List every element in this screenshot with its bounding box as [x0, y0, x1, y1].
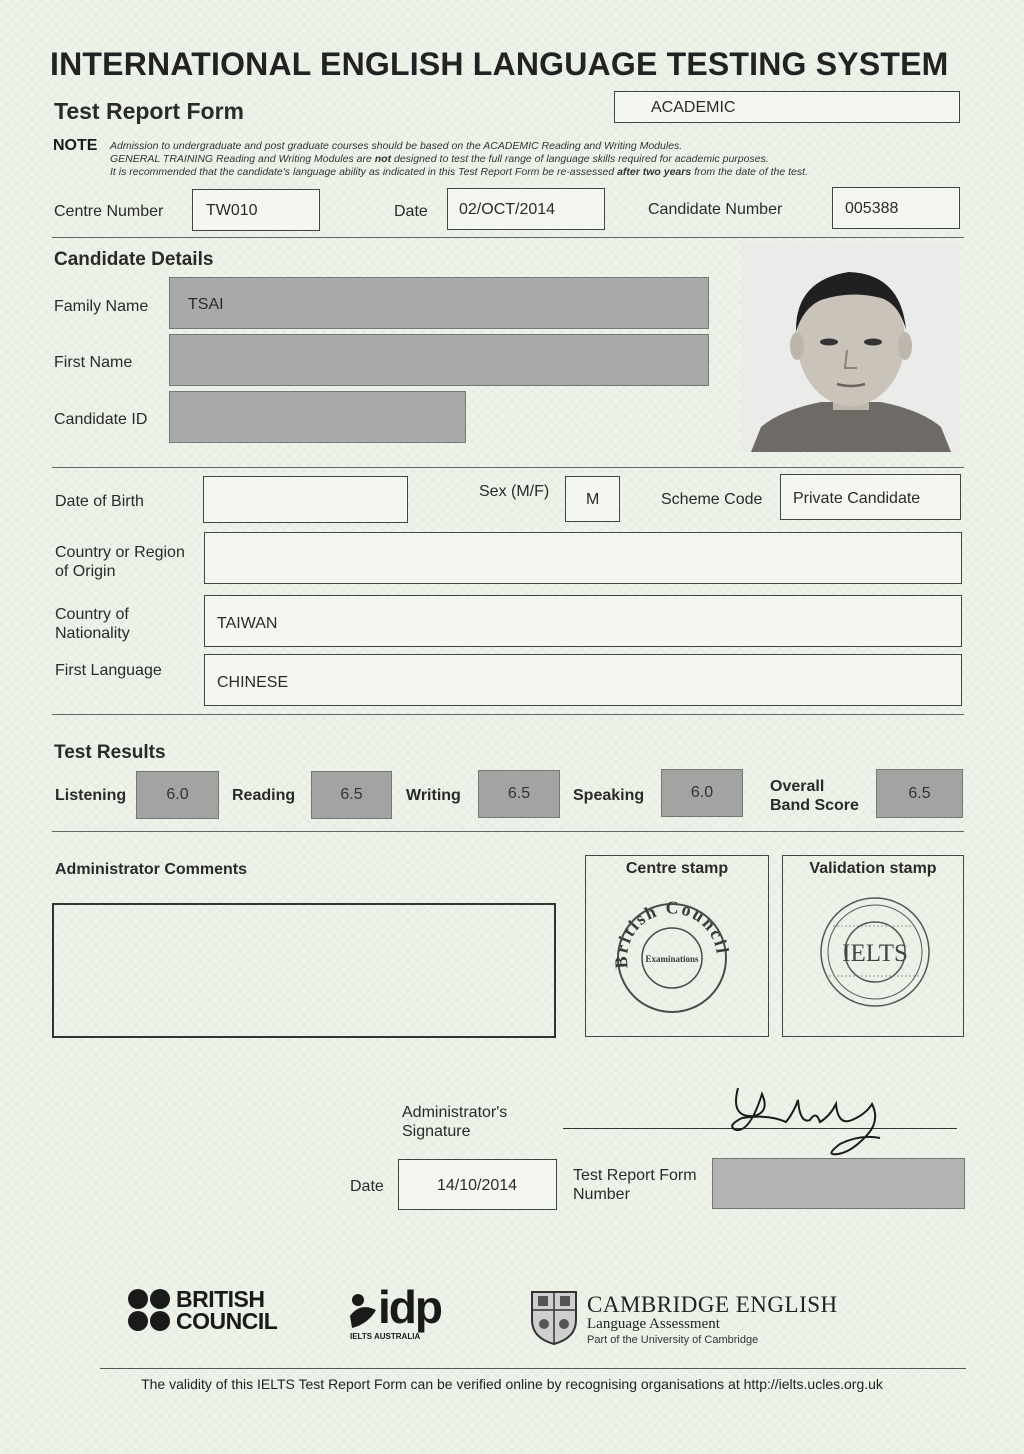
test-date-label: Date	[394, 203, 428, 220]
centre-number-value: TW010	[206, 202, 258, 219]
candidate-photo	[741, 242, 960, 452]
listening-label: Listening	[55, 787, 127, 804]
divider	[52, 831, 964, 832]
sex-box	[565, 476, 620, 522]
candidate-number-label: Candidate Number	[648, 201, 783, 218]
reading-score: 6.5	[311, 771, 392, 819]
first-name-field-redacted	[169, 334, 709, 386]
idp-logo-sub: IELTS AUSTRALIA	[350, 1332, 421, 1341]
idp-logo	[346, 1281, 461, 1346]
idp-mark-icon	[346, 1290, 382, 1334]
stamp-inner-text: Examinations	[645, 954, 699, 964]
speaking-score: 6.0	[661, 769, 743, 817]
bc-logo-line1: BRITISH	[176, 1286, 265, 1312]
country-origin-box	[204, 532, 962, 584]
bc-logo-line2: COUNCIL	[176, 1308, 278, 1334]
admin-date-box	[398, 1159, 557, 1210]
country-origin-label: Country or Region of Origin	[55, 544, 185, 580]
listening-score: 6.0	[136, 771, 219, 819]
family-name-value: TSAI	[188, 296, 224, 313]
note-line-2: GENERAL TRAINING Reading and Writing Modules are not designed to test the full range of language skills required for academic purposes.	[110, 153, 769, 165]
writing-label: Writing	[406, 787, 461, 804]
first-name-label: First Name	[54, 354, 133, 371]
centre-stamp-box	[585, 855, 769, 1037]
centre-number-label: Centre Number	[54, 203, 164, 220]
scheme-code-box	[780, 474, 961, 520]
candidate-number-box	[832, 187, 960, 229]
family-name-label: Family Name	[54, 298, 149, 315]
candidate-portrait-image	[741, 242, 960, 452]
candidate-id-field-redacted	[169, 391, 466, 443]
trf-number-label: Test Report Form Number	[573, 1167, 697, 1203]
admin-date-value: 14/10/2014	[437, 1177, 518, 1194]
first-language-label: First Language	[55, 662, 162, 679]
overall-band-score: 6.5	[876, 769, 963, 818]
first-language-value: CHINESE	[217, 674, 289, 691]
note-line-3: It is recommended that the candidate's language ability as indicated in this Test Report Form be re-assessed after two years from the date of the test.	[110, 166, 808, 178]
sex-value: M	[586, 491, 600, 508]
cambridge-sub: Language Assessment	[587, 1316, 720, 1332]
validation-stamp-label: Validation stamp	[809, 860, 937, 877]
candidate-details-heading: Candidate Details	[54, 249, 214, 270]
date-of-birth-label: Date of Birth	[55, 493, 144, 510]
note-text	[110, 140, 970, 179]
british-council-logo	[128, 1286, 278, 1334]
test-results-heading: Test Results	[54, 742, 166, 763]
first-language-box	[204, 654, 962, 706]
administrator-signature	[720, 1074, 890, 1164]
stamp-ring-text: British Council	[610, 897, 733, 970]
cambridge-english-logo	[530, 1290, 870, 1350]
candidate-number-value: 005388	[845, 200, 899, 217]
module-value: ACADEMIC	[651, 99, 736, 116]
note-label: NOTE	[53, 137, 98, 154]
admin-signature-label: Administrator's Signature	[402, 1104, 508, 1140]
cambridge-shield-icon	[530, 1290, 578, 1346]
validity-note: The validity of this IELTS Test Report Form can be verified online by recognising organisations at http://ielts.ucles.org.uk	[141, 1376, 883, 1392]
speaking-label: Speaking	[573, 787, 645, 804]
candidate-id-label: Candidate ID	[54, 411, 148, 428]
date-of-birth-box	[203, 476, 408, 523]
divider	[52, 467, 964, 468]
divider	[52, 714, 964, 715]
ielts-stamp-text: IELTS	[842, 940, 908, 967]
scheme-code-label: Scheme Code	[661, 491, 763, 508]
admin-date-label: Date	[350, 1178, 384, 1195]
overall-band-label: Overall Band Score	[770, 778, 859, 814]
idp-logo-text: idp	[378, 1281, 441, 1333]
note-line-1: Admission to undergraduate and post graduate courses should be based on the ACADEMIC Reading and Writing Modules.	[110, 140, 683, 152]
ielts-validation-stamp	[783, 856, 965, 1038]
nationality-box	[204, 595, 962, 647]
divider	[52, 237, 964, 238]
document-title: INTERNATIONAL ENGLISH LANGUAGE TESTING SYSTEM	[50, 46, 949, 82]
reading-label: Reading	[232, 787, 296, 804]
scheme-code-value: Private Candidate	[793, 490, 921, 507]
trf-number-field-redacted	[712, 1158, 965, 1209]
cambridge-title: CAMBRIDGE ENGLISH	[587, 1292, 838, 1317]
admin-comments-box	[52, 903, 556, 1038]
nationality-label: Country of Nationality	[55, 606, 130, 642]
module-box	[614, 91, 960, 123]
validation-stamp-box	[782, 855, 964, 1037]
nationality-value: TAIWAN	[217, 615, 278, 632]
british-council-stamp	[586, 856, 770, 1038]
family-name-field	[169, 277, 709, 329]
admin-comments-label: Administrator Comments	[55, 861, 248, 878]
centre-number-box	[192, 189, 320, 231]
test-date-value: 02/OCT/2014	[459, 201, 556, 218]
centre-stamp-label: Centre stamp	[625, 860, 729, 877]
test-date-box	[447, 188, 605, 230]
form-subtitle: Test Report Form	[54, 98, 244, 124]
footer-rule	[100, 1368, 966, 1369]
sex-label: Sex (M/F)	[479, 483, 550, 500]
writing-score: 6.5	[478, 770, 560, 818]
cambridge-sub2: Part of the University of Cambridge	[587, 1334, 759, 1346]
